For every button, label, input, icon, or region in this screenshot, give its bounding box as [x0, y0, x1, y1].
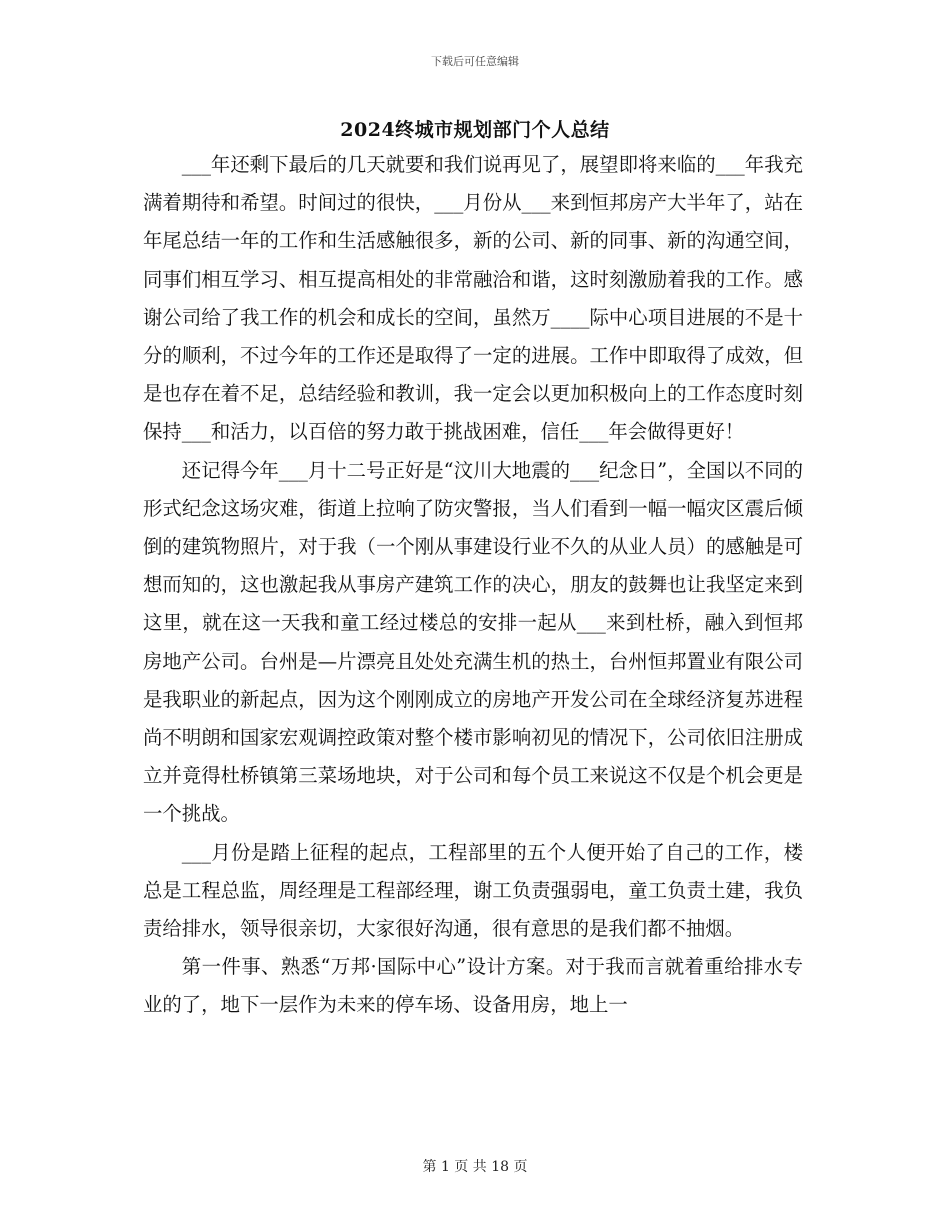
document-title: 2024终城市规划部门个人总结: [340, 119, 610, 141]
document-body: [143, 146, 803, 1025]
page-number-footer: 第 1 页 共 18 页: [422, 1159, 528, 1175]
paragraph-2: 还记得今年___月十二号正好是“汶川大地震的___纪念日”，全国以不同的形式纪念这场灾难，街道上拉响了防灾警报，当人们看到一幅一幅灾区震后倾倒的建筑物照片，对于我（一个刚从事建设行业不久的从业人员）的感触是可想而知的，这也激起我从事房产建筑工作的决心，朋友的鼓舞也让我坚定来到这里，就在这一天我和童工经过楼总的安排一起从___来到杜桥，融入到恒邦房地产公司。台州是—片漂亮且处处充满生机的热土，台州恒邦置业有限公司是我职业的新起点，因为这个刚刚成立的房地产开发公司在全球经济复苏进程尚不明朗和国家宏观调控政策对整个楼市影响初见的情况下，公司依旧注册成立并竟得杜桥镇第三菜场地块，对于公司和每个员工来说这不仅是个机会更是一个挑战。: [143, 458, 803, 826]
paragraph-3: ___月份是踏上征程的起点，工程部里的五个人便开始了自己的工作，楼总是工程总监，周经理是工程部经理，谢工负责强弱电，童工负责土建，我负责给排水，领导很亲切，大家很好沟通，很有意思的是我们都不抽烟。: [143, 840, 803, 941]
paragraph-4: 第一件事、熟悉“万邦·国际中心”设计方案。对于我而言就着重给排水专业的了，地下一层作为未来的停车场、设备用房，地上一: [143, 955, 803, 1017]
page-header-note: 下载后可任意编辑: [431, 55, 519, 68]
paragraph-1: ___年还剩下最后的几天就要和我们说再见了，展望即将来临的___年我充满着期待和希望。时间过的很快，___月份从___来到恒邦房产大半年了，站在年尾总结一年的工作和生活感触很多，新的公司、新的同事、新的沟通空间，同事们相互学习、相互提高相处的非常融洽和谐，这时刻激励着我的工作。感谢公司给了我工作的机会和成长的空间，虽然万____际中心项目进展的不是十分的顺利，不过今年的工作还是取得了一定的进展。工作中即取得了成效，但是也存在着不足，总结经验和教训，我一定会以更加积极向上的工作态度时刻保持___和活力，以百倍的努力敢于挑战困难，信任___年会做得更好！: [143, 153, 803, 444]
